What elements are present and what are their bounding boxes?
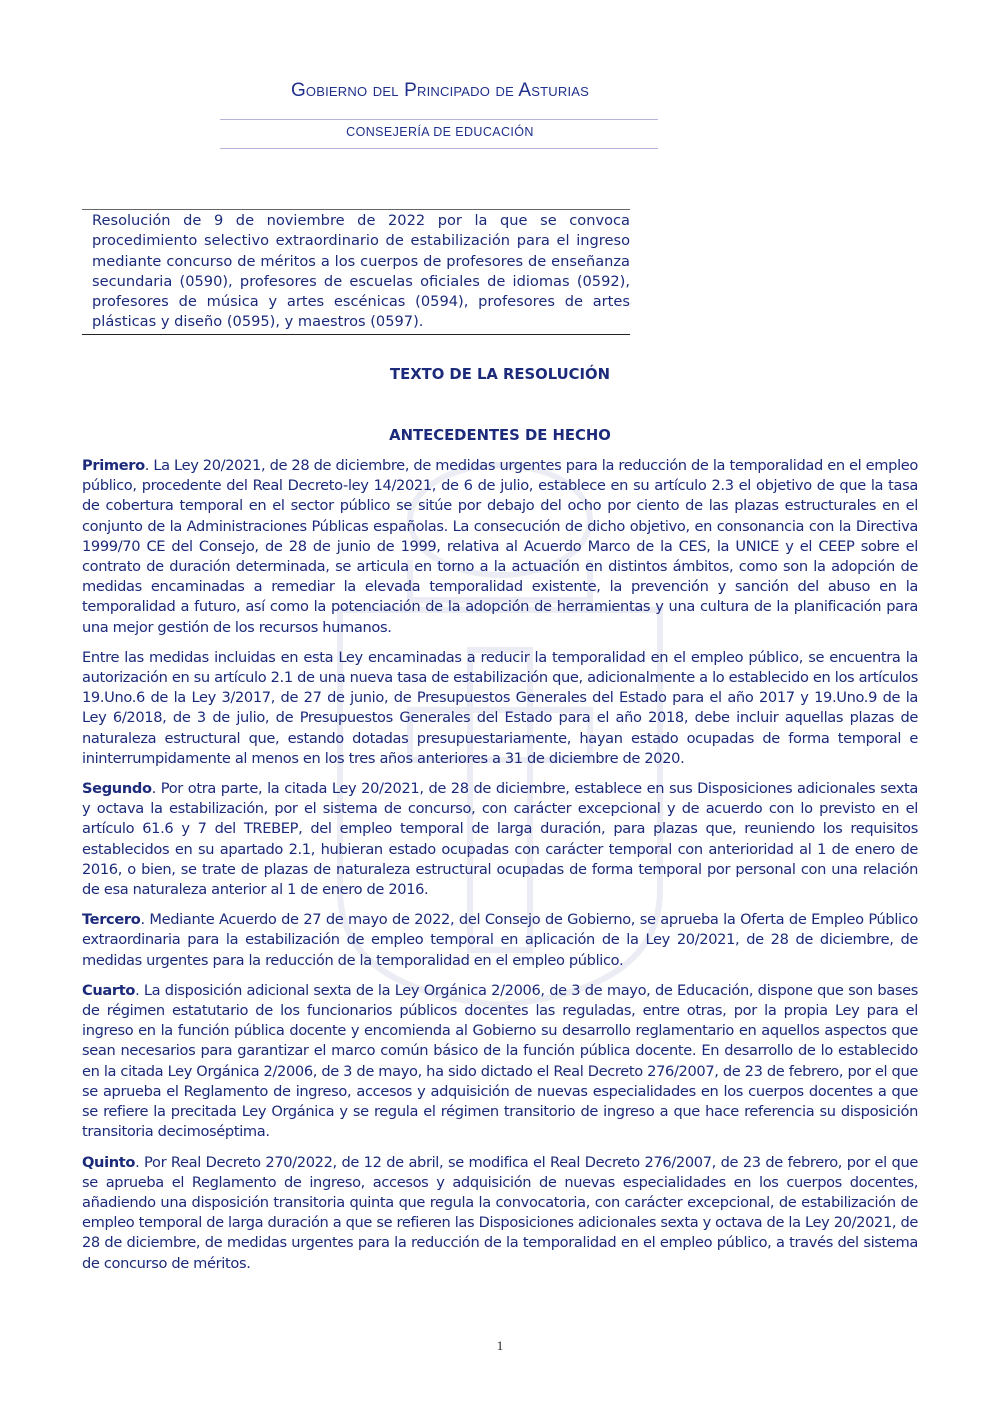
paragraph-primero-cont xyxy=(82,648,918,769)
resolution-summary-box: Resolución de 9 de noviembre de 2022 por la que se convoca procedimiento selectivo extraordinario de estabilización para el ingreso mediante concurso de méritos a los cuerpos de profesores de enseñanza secundaria (0590), profesores de escuelas oficiales de idiomas (0592), profesores de música y artes escénicas (0594), profesores de artes plásticas y diseño (0595), y maestros (0597). xyxy=(82,209,630,335)
paragraph-text: . La disposición adicional sexta de la Ley Orgánica 2/2006, de 3 de mayo, de Educación, dispone que son bases de régimen estatutario de los funcionarios públicos docentes las reguladas, entre otras, por la propia Ley para el ingreso en la función pública docente y encomienda al Gobierno su desarrollo reglamentario en aquellos aspectos que sean necesarios para garantizar el marco común básico de la función pública docente. En desarrollo de lo establecido en la citada Ley Orgánica 2/2006, de 3 de mayo, ha sido dictado el Real Decreto 276/2007, de 23 de febrero, por el que se aprueba el Reglamento de ingreso, accesos y adquisición de nuevas especialidades en los cuerpos docentes a que se refiere la precitada Ley Orgánica y se regula el régimen transitorio de ingreso a que hace referencia su disposición transitoria decimoséptima. xyxy=(82,981,918,1141)
paragraph-text: . La Ley 20/2021, de 28 de diciembre, de medidas urgentes para la reducción de la temporalidad en el empleo público, procedente del Real Decreto-ley 14/2021, de 6 de julio, establece en su artículo 2.3 el objetivo de que la tasa de cobertura temporal en el sector público se sitúe por debajo del ocho por ciento de las plazas estructurales en el conjunto de la Administraciones Públicas españolas. La consecución de dicho objetivo, en consonancia con la Directiva 1999/70 CE del Consejo, de 28 de junio de 1999, relativa al Acuerdo Marco de la CES, la UNICE y el CEEP sobre el contrato de duración determinada, se articula en torno a la actuación en distintos ámbitos, como son la adopción de medidas encaminadas a remediar la elevada temporalidad existente, la prevención y sanción del abuso en la temporalidad a futuro, así como la potenciación de la adopción de herramientas y una cultura de la planificación para una mejor gestión de los recursos humanos. xyxy=(82,457,918,636)
paragraph-text: . Por Real Decreto 270/2022, de 12 de abril, se modifica el Real Decreto 276/2007, de 23 de febrero, por el que se aprueba el Reglamento de ingreso, accesos y adquisición de nuevas especialidades en los cuerpos docentes, añadiendo una disposición transitoria quinta que regula la convocatoria, con carácter excepcional, de estabilización de empleo temporal de larga duración a que se refieren las Disposiciones adicionales sexta y octava de la Ley 20/2021, de 28 de diciembre, de medidas urgentes para la reducción de la temporalidad en el empleo público, a través del sistema de concurso de méritos. xyxy=(82,1153,919,1272)
paragraph-lead: Quinto xyxy=(82,1153,136,1171)
paragraph-primero xyxy=(82,456,918,638)
header-title: Gobierno del Principado de Asturias xyxy=(290,80,590,101)
paragraph-cuarto xyxy=(82,981,918,1143)
paragraph-text: Entre las medidas incluidas en esta Ley encaminadas a reducir la temporalidad en el empleo público, se encuentra la autorización en su artículo 2.1 de una nueva tasa de estabilización que, adicionalmente a lo establecido en los artículos 19.Uno.6 de la Ley 3/2017, de 27 de junio, de Presupuestos Generales del Estado para el año 2017 y 19.Uno.9 de la Ley 6/2018, de 3 de julio, de Presupuestos Generales del Estado para el año 2018, debe incluir aquellas plazas de naturaleza estructural que, estando dotadas presupuestariamente, hayan estado ocupadas de forma temporal e ininterrumpidamente al menos en los tres años anteriores a 31 de diciembre de 2020. xyxy=(82,648,918,767)
paragraph-lead: Segundo xyxy=(82,780,152,798)
heading-resolution-text: TEXTO DE LA RESOLUCIÓN xyxy=(390,366,610,383)
header-divider-top xyxy=(220,119,658,120)
paragraph-quinto xyxy=(82,1153,918,1274)
page-number: 1 xyxy=(496,1338,504,1353)
paragraph-text: . Mediante Acuerdo de 27 de mayo de 2022, del Consejo de Gobierno, se aprueba la Oferta de Empleo Público extraordinaria para la estabilización de empleo temporal en aplicación de la Ley 20/2021, de 28 de diciembre, de medidas urgentes para la reducción de la temporalidad en el empleo público. xyxy=(82,911,918,969)
paragraph-lead: Cuarto xyxy=(82,981,136,999)
document-body xyxy=(82,456,918,1284)
header-divider-bottom xyxy=(220,148,658,149)
paragraph-lead: Tercero xyxy=(82,911,141,929)
paragraph-tercero xyxy=(82,910,918,971)
paragraph-text: . Por otra parte, la citada Ley 20/2021, de 28 de diciembre, establece en sus Disposiciones adicionales sexta y octava la estabilización, por el sistema de concurso, con carácter excepcional y de acuerdo con lo previsto en el artículo 61.6 y 7 del TREBEP, del empleo temporal de larga duración, para plazas que, reuniendo los requisitos establecidos en su apartado 2.1, hubieran estado ocupadas con carácter temporal con anterioridad al 1 de enero de 2016, o bien, se trate de plazas de naturaleza estructural ocupadas de forma temporal por personal con una relación de esa naturaleza anterior al 1 de enero de 2016. xyxy=(82,780,918,899)
paragraph-lead: Primero xyxy=(82,457,145,474)
heading-background-facts: ANTECEDENTES DE HECHO xyxy=(389,427,611,444)
header-subtitle: CONSEJERÍA DE EDUCACIÓN xyxy=(346,125,534,139)
paragraph-segundo xyxy=(82,779,918,900)
